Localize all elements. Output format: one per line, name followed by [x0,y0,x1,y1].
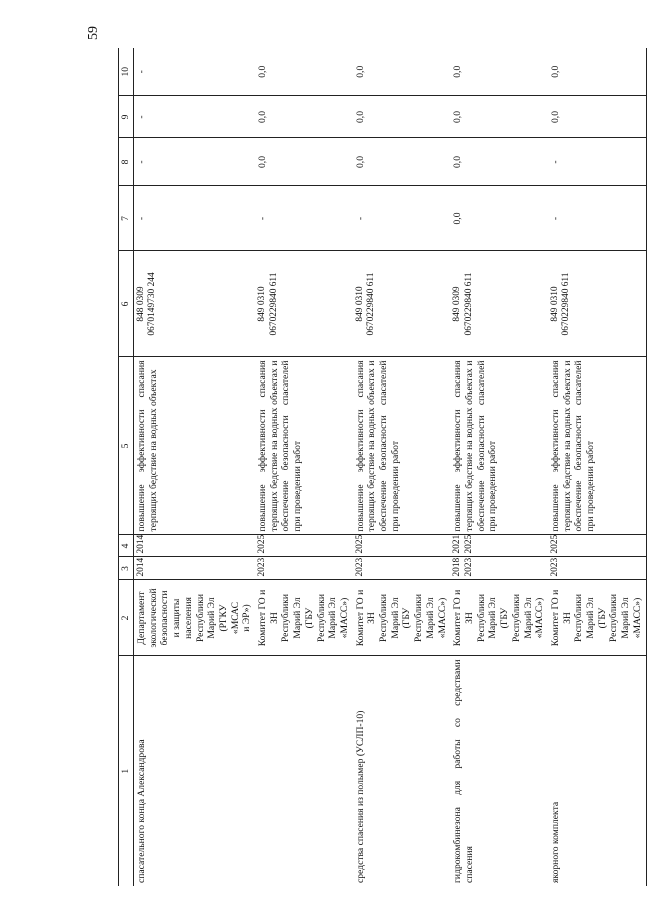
header-cell: 2 [119,580,134,656]
value-cell-8: 0,0 [353,138,451,186]
budget-code-line: 849 0309 [452,286,463,322]
header-cell: 10 [119,48,134,96]
executor-line: Марий Эл [585,597,597,639]
executor-cell [134,580,256,656]
executor-line: «МАСС») [436,597,448,639]
executor-line: Комитет ГО и ЗН [452,589,475,647]
value-cell-7: 0,0 [450,186,548,251]
expected-result-cell: повышение эффективности спасания терпящих бедствие на водных объектах [134,357,256,535]
start-year-cell: 2018 2023 [450,557,548,580]
table-row [134,48,256,886]
value-cell-8: - [134,138,256,186]
program-table [118,48,647,886]
end-year-cell: 2025 [353,535,451,557]
table-row [450,48,548,886]
rotated-table-area [118,48,643,886]
end-year-cell: 2025 [548,535,646,557]
executor-line: Департамент [136,591,147,645]
table-body [134,48,647,886]
expected-result-cell: повышение эффективности спасания терпящих бедствие на водных объектах и обеспечение безопасности спасателей при проведении работ [255,357,353,535]
value-cell-9: 0,0 [450,96,548,138]
page-number: 59 [86,26,101,40]
header-cell: 1 [119,656,134,886]
budget-code-line: 0670229840 611 [561,272,572,336]
header-row [119,48,134,886]
budget-code-cell [450,251,548,357]
executor-cell [548,580,646,656]
value-cell-8: 0,0 [450,138,548,186]
executor-line: Марий Эл [327,597,339,639]
table-row [353,48,451,886]
header-cell: 6 [119,251,134,357]
budget-code-line: 0670229840 611 [366,272,377,336]
value-cell-10: 0,0 [452,65,464,78]
budget-code-line: 0670149730 244 [147,272,158,336]
header-cell: 8 [119,138,134,186]
executor-line: Марий Эл [620,597,632,639]
executor-cell [450,580,548,656]
budget-code-cell [353,251,451,357]
expected-result-cell: повышение эффективности спасания терпящих бедствие на водных объектах и обеспечение безопасности спасателей при проведении работ [450,357,548,535]
executor-line: (ГБУ Республики [401,593,425,643]
executor-line: «МАСС») [338,597,350,639]
budget-code-cell [134,251,256,357]
executor-line: Марий Эл [424,597,436,639]
value-cell-9: 0,0 [255,96,353,138]
executor-line: «МАСС») [534,597,546,639]
value-cell-7: - [548,186,646,251]
executor-line: населения [182,597,194,639]
end-year-cell: 2021 2025 [450,535,548,557]
executor-line: Марий Эл [487,597,499,639]
executor-line: безопасности [159,590,171,646]
executor-cell [353,580,451,656]
executor-line: Марий Эл [522,597,534,639]
item-name-cell: средства спасения из полымер (УСЛП-10) [353,656,451,886]
executor-line: Республики [378,593,390,643]
executor-line: Марий Эл [292,597,304,639]
header-cell: 7 [119,186,134,251]
executor-line: Марий Эл (РГКУ [206,597,229,639]
value-cell-9: 0,0 [353,96,451,138]
table-row [255,48,353,886]
executor-line: Комитет ГО и ЗН [257,589,280,647]
header-cell: 4 [119,535,134,557]
value-cell-9: - [134,96,256,138]
header-cell: 3 [119,557,134,580]
start-year-cell: 2023 [255,557,353,580]
header-cell: 5 [119,357,134,535]
value-cell-10: 0,0 [354,65,366,78]
executor-line: Комитет ГО и ЗН [549,589,573,647]
expected-result-cell: повышение эффективности спасания терпящих бедствие на водных объектах и обеспечение безопасности спасателей при проведении работ [548,357,646,535]
executor-line: «МСАС [229,601,241,635]
expected-result-cell: повышение эффективности спасания терпящих бедствие на водных объектах и обеспечение безопасности спасателей при проведении работ [353,357,451,535]
budget-code-line: 849 0310 [257,286,268,322]
header-cell: 9 [119,96,134,138]
start-year-cell: 2023 [353,557,451,580]
start-year-cell: 2014 [134,557,256,580]
item-name-cell: якорного комплекта [548,656,646,886]
value-cell-10: 0,0 [257,65,269,78]
executor-cell [255,580,353,656]
value-cell-7: - [134,186,256,251]
start-year-cell: 2023 [548,557,646,580]
budget-code-line: 0670229840 611 [463,272,474,336]
executor-line: Марий Эл [389,597,401,639]
executor-line: Республики [573,593,585,643]
executor-line: (ГБУ Республики [596,593,620,643]
executor-line: (ГБУ Республики [303,593,327,643]
budget-code-cell [548,251,646,357]
item-name-cell: спасательного конца Александрова [134,656,256,886]
end-year-cell: 2025 [255,535,353,557]
end-year-cell: 2014 [134,535,256,557]
item-name-cell [255,656,353,886]
value-cell-7: - [353,186,451,251]
executor-line: Комитет ГО и ЗН [354,589,378,647]
value-cell-10: 0,0 [548,48,646,96]
executor-line: Республики [194,593,206,643]
executor-line: Республики [475,593,487,643]
budget-code-line: 849 0310 [354,286,365,322]
executor-line: экологической [147,588,159,648]
value-cell-8: - [548,138,646,186]
item-name-cell: гидрокомбинезона для работы со средствами спасения [450,656,548,886]
executor-line: и защиты [171,598,183,638]
executor-line: «МАСС») [631,597,643,639]
value-cell-9: 0,0 [548,96,646,138]
budget-code-line: 849 0310 [549,286,560,322]
budget-code-line: 0670229840 611 [268,272,279,336]
executor-line: Республики [280,593,292,643]
executor-line: и ЭР») [241,604,253,632]
table-row [548,48,646,886]
budget-code-line: 848 0309 [136,286,146,322]
value-cell-7: - [255,186,353,251]
budget-code-cell [255,251,353,357]
value-cell-8: 0,0 [255,138,353,186]
executor-line: (ГБУ Республики [499,593,522,643]
value-cell-10: - [136,70,147,74]
